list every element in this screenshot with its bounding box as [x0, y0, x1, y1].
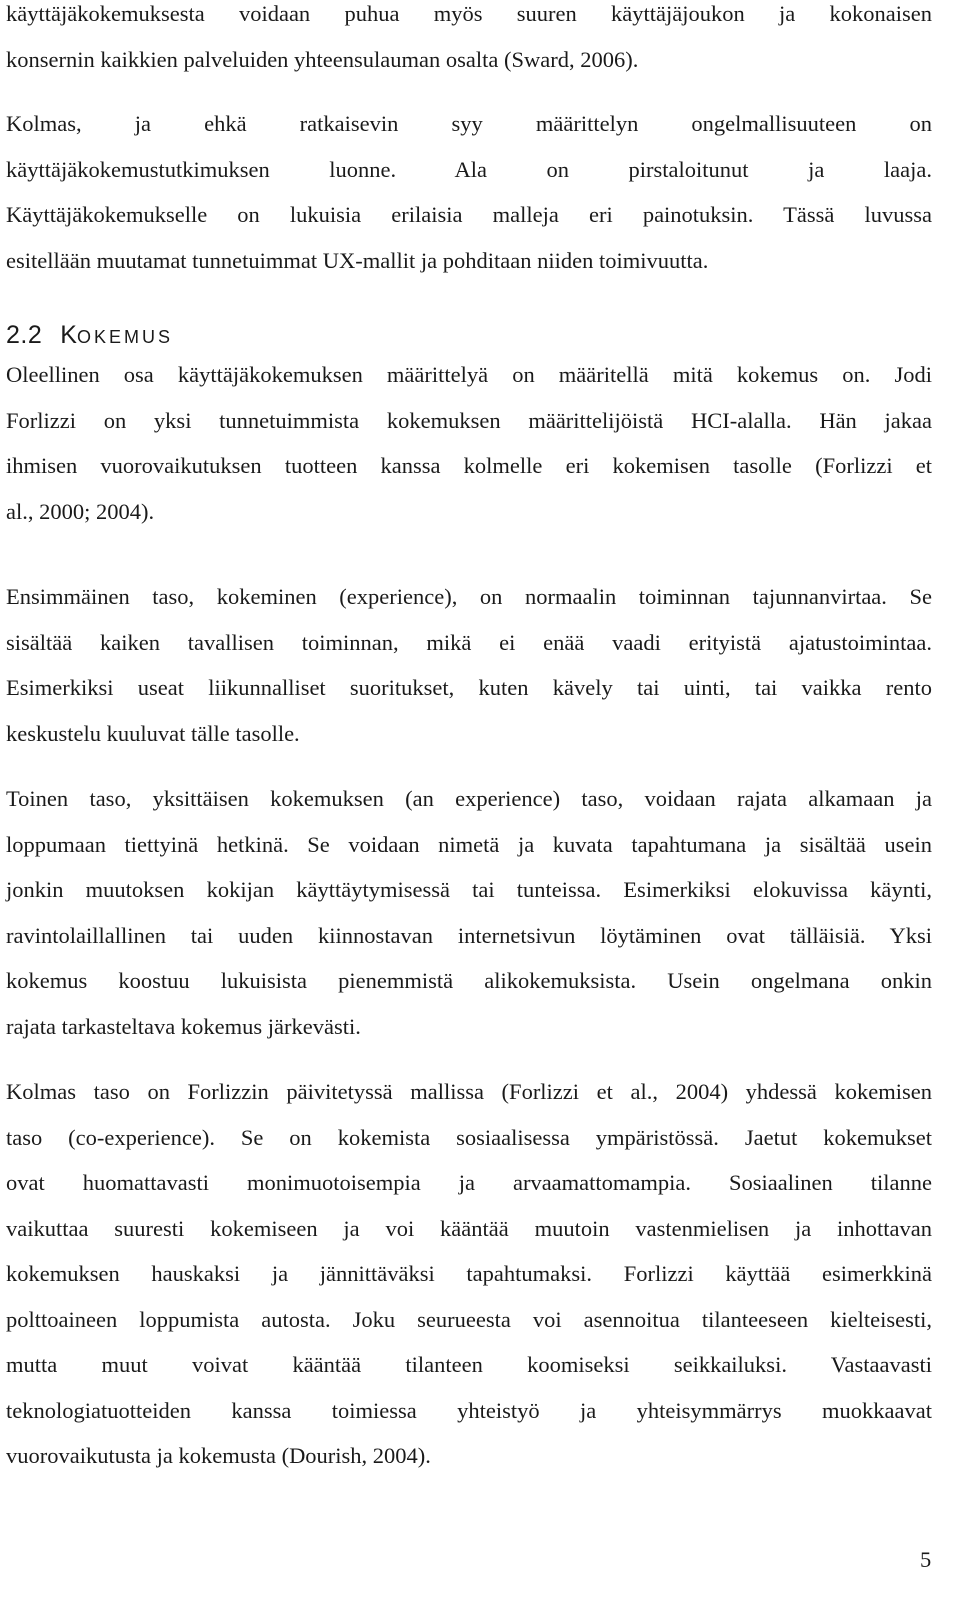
text-line: taso (co-experience). Se on kokemista sosiaalisessa ympäristössä. Jaetut kokemukset [6, 1124, 932, 1150]
text-line: al., 2000; 2004). [6, 498, 155, 524]
text-line: vaikuttaa suuresti kokemiseen ja voi kääntää muutoin vastenmielisen ja inhottavan [6, 1215, 932, 1241]
text-line: Kolmas, ja ehkä ratkaisevin syy määrittelyn ongelmallisuuteen on [6, 111, 932, 136]
text-line: Ensimmäinen taso, kokeminen (experience), on normaalin toiminnan tajunnanvirtaa. Se [6, 584, 932, 609]
text-line: kokemuksen hauskaksi ja jännittäväksi tapahtumaksi. Forlizzi käyttää esimerkkinä [6, 1261, 932, 1286]
text-line: Oleellinen osa käyttäjäkokemuksen määrittelyä on määritellä mitä kokemus on. Jodi [6, 362, 932, 387]
text-line: kokemus koostuu lukuisista pienemmistä alikokemuksista. Usein ongelmana onkin [6, 968, 932, 993]
section-title-initial: K [60, 321, 77, 349]
paragraph-definition-problem [6, 101, 932, 283]
text-line: ravintolaillallinen tai uuden kiinnostavan internetsivun löytäminen ovat tälläisiä. Yksi [6, 922, 932, 948]
text-line: vuorovaikutusta ja kokemusta (Dourish, 2004). [6, 1443, 431, 1468]
text-line: loppumaan tiettyinä hetkinä. Se voidaan nimetä ja kuvata tapahtumana ja sisältää usein [6, 831, 932, 857]
text-line: konsernin kaikkien palveluiden yhteensulauman osalta (Sward, 2006). [6, 46, 639, 72]
text-line: käyttäjäkokemuksesta voidaan puhua myös suuren käyttäjäjoukon ja kokonaisen [6, 1, 932, 26]
paragraph-first-level [6, 574, 932, 756]
text-line: jonkin muutoksen kokijan käyttäytymisessä tai tunteissa. Esimerkiksi elokuvissa käynti, [6, 877, 932, 902]
paragraph-second-level [6, 776, 932, 1049]
text-line: käyttäjäkokemustutkimuksen luonne. Ala on pirstaloitunut ja laaja. [6, 156, 932, 182]
text-line: Esimerkiksi useat liikunnalliset suoritukset, kuten kävely tai uinti, tai vaikka rento [6, 675, 932, 700]
section-title [60, 317, 173, 355]
text-line: Toinen taso, yksittäisen kokemuksen (an experience) taso, voidaan rajata alkamaan ja [6, 786, 932, 811]
text-line: teknologiatuotteiden kanssa toimiessa yhteistyö ja yhteisymmärrys muokkaavat [6, 1397, 932, 1423]
text-line: sisältää kaiken tavallisen toiminnan, mikä ei enää vaadi erityistä ajatustoimintaa. [6, 629, 932, 655]
text-line: mutta muut voivat kääntää tilanteen koomiseksi seikkailuksi. Vastaavasti [6, 1352, 932, 1377]
text-line: ihmisen vuorovaikutuksen tuotteen kanssa kolmelle eri kokemisen tasolle (Forlizzi et [6, 453, 932, 478]
paragraph-ux-scope [6, 0, 932, 82]
section-heading [6, 317, 173, 355]
text-line: Kolmas taso on Forlizzin päivitetyssä mallissa (Forlizzi et al., 2004) yhdessä kokemisen [6, 1079, 932, 1104]
section-title-rest: OKEMUS [76, 327, 173, 347]
text-line: Käyttäjäkokemukselle on lukuisia erilaisia malleja eri painotuksin. Tässä luvussa [6, 202, 932, 227]
text-line: keskustelu kuuluvat tälle tasolle. [6, 720, 300, 746]
section-number: 2.2 [6, 321, 43, 349]
text-line: polttoaineen loppumista autosta. Joku seurueesta voi asennoitua tilanteeseen kielteisesti, [6, 1306, 932, 1332]
text-line: esitellään muutamat tunnetuimmat UX-mallit ja pohditaan niiden toimivuutta. [6, 247, 709, 273]
page-number: 5 [920, 1547, 932, 1572]
text-line: Forlizzi on yksi tunnetuimmista kokemuksen määrittelijöistä HCI-alalla. Hän jakaa [6, 407, 932, 433]
paragraph-forlizzi-intro [6, 352, 932, 534]
text-line: rajata tarkasteltava kokemus järkevästi. [6, 1013, 361, 1039]
paragraph-third-level [6, 1069, 932, 1479]
text-line: ovat huomattavasti monimuotoisempia ja arvaamattomampia. Sosiaalinen tilanne [6, 1170, 932, 1195]
